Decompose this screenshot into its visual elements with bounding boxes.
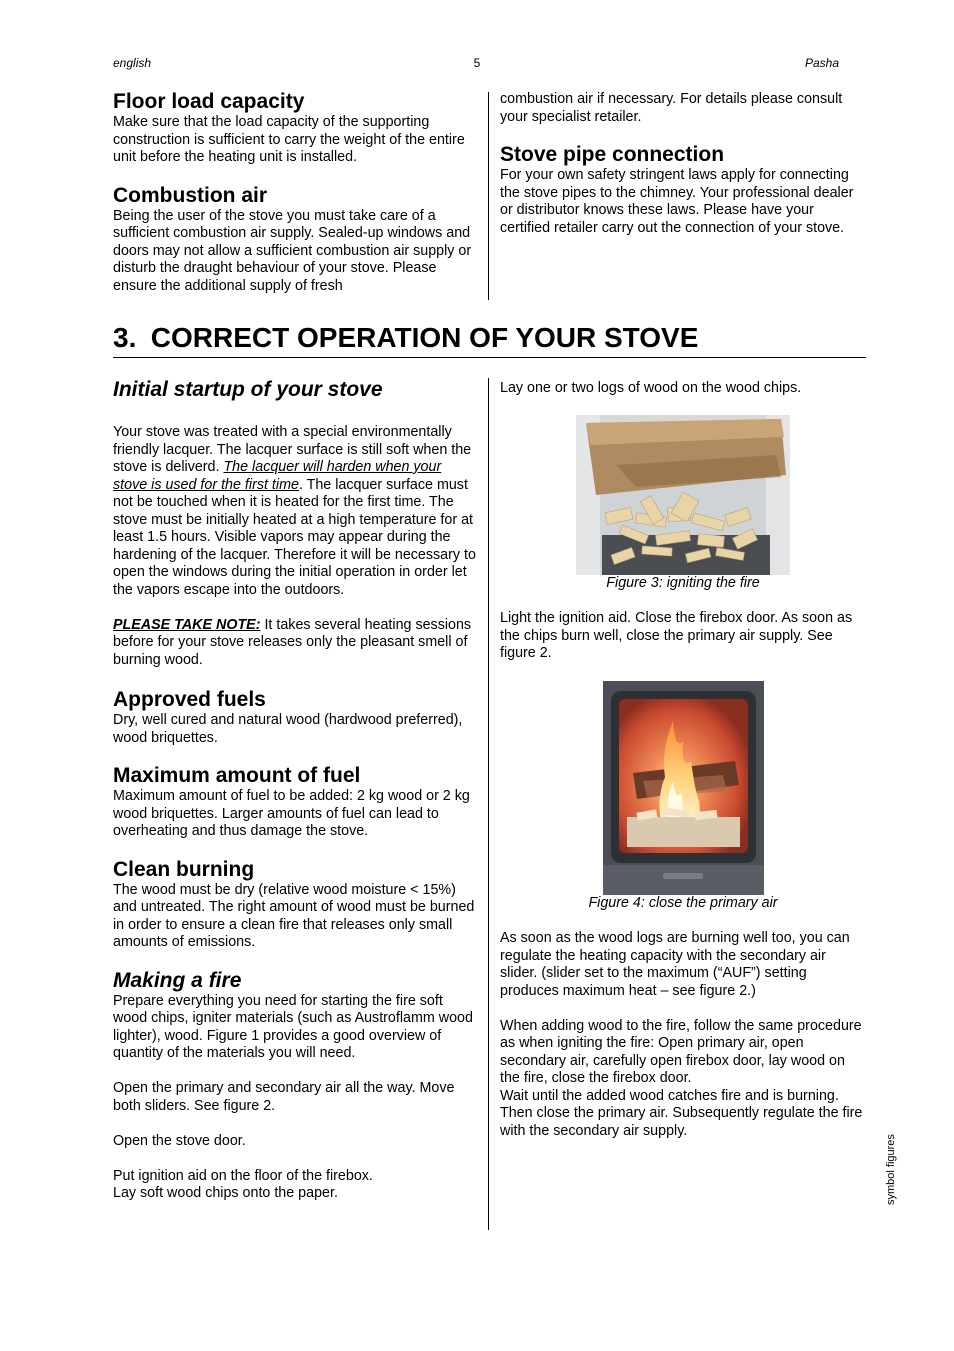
combustion-air-continued: combustion air if necessary. For details please consult your specialist retailer. (500, 91, 843, 125)
combustion-air-heading: Combustion air (113, 183, 268, 207)
figure-4-caption: Figure 4: close the primary air (588, 894, 778, 911)
making-fire-text: Prepare everything you need for starting the fire soft wood chips, igniter materials (such as Austroflamm wood lighter), wood. Figure 1 provides a good overview of quantity of the materials you will need. (113, 992, 473, 1061)
stove-pipe-text: For your own safety stringent laws apply for connecting the stove pipes to the chimney. Your professional dealer or distributor knows these laws. Please have your certified retailer carry out the connection of your stove. (500, 167, 854, 236)
initial-startup-heading: Initial startup of your stove (113, 378, 383, 401)
column-divider-top (488, 92, 489, 300)
floor-load-text: Make sure that the load capacity of the supporting construction is sufficient to carry the weight of the entire unit before the heating unit is installed. (113, 114, 465, 165)
section-heading (113, 320, 866, 358)
max-fuel-heading: Maximum amount of fuel (113, 764, 361, 787)
initial-text-part2: . The lacquer surface must not be touched when it is heated for the first time. The stove must be initially heated at a high temperature for at least 1.5 hours. Visible vapors may appear during the hardening of the lacquer. Therefore it will be necessary to open the windows during the initial operation in order let the vapors escape into the outdoors. (113, 476, 476, 598)
header-model: Pasha (805, 56, 840, 70)
burning-well-text: As soon as the wood logs are burning well too, you can regulate the heating capacity with the secondary air slider. (slider set to the maximum (“AUF”) setting produces maximum heat – see figure 2.) (500, 930, 850, 999)
side-label: symbol figures (885, 1134, 897, 1205)
igniting-fire-photo (576, 415, 790, 575)
figure-3-caption: Figure 3: igniting the fire (606, 574, 760, 591)
take-note-label: PLEASE TAKE NOTE: (113, 616, 261, 633)
page-number: 5 (473, 56, 481, 70)
burning-fire-photo (603, 681, 764, 895)
floor-load-heading: Floor load capacity (113, 90, 305, 113)
initial-startup-text (113, 424, 479, 599)
section-number: 3. (113, 322, 137, 353)
header-language: english (113, 56, 152, 70)
clean-burning-heading: Clean burning (113, 857, 255, 881)
max-fuel-text: Maximum amount of fuel to be added: 2 kg wood or 2 kg wood briquettes. Larger amounts of fuel can lead to overheating and thus damage the stove. (113, 788, 470, 839)
clean-burning-text: The wood must be dry (relative wood moisture < 15%) and untreated. The right amount of wood must be burned in order to ensure a clean fire that releases only small amounts of emissions. (113, 881, 475, 950)
initial-text-emphasis: The lacquer will harden when your stove is used for the first time (113, 459, 442, 493)
adding-wood-text: When adding wood to the fire, follow the same procedure as when igniting the fire: Open primary air, open secondary air, carefully open firebox door, lay wood on the fire, close the firebox door. (500, 1017, 862, 1086)
take-note-paragraph (113, 617, 479, 670)
approved-fuels-text: Dry, well cured and natural wood (hardwood preferred), wood briquettes. (113, 712, 463, 746)
figure-3 (500, 415, 866, 575)
open-air-text: Open the primary and secondary air all the way. Move both sliders. See figure 2. (113, 1080, 455, 1114)
section-title: CORRECT OPERATION OF YOUR STOVE (150, 322, 699, 353)
open-door-text: Open the stove door. (113, 1132, 246, 1149)
making-fire-heading: Making a fire (113, 968, 242, 992)
main-right-column (500, 380, 866, 1140)
combustion-air-text: Being the user of the stove you must take care of a sufficient combustion air supply. Sealed-up windows and doors may not allow a sufficient combustion air supply or disturb the draught behaviour of your stove. Please ensure the additional supply of fresh (113, 207, 472, 294)
wait-text: Wait until the added wood catches fire and is burning. Then close the primary air. Subsequently regulate the fire with the secondary air supply. (500, 1087, 863, 1139)
stove-pipe-heading: Stove pipe connection (500, 143, 725, 166)
main-left-column (113, 378, 479, 1203)
wood-chips-text: Lay soft wood chips onto the paper. (113, 1185, 338, 1201)
column-divider-main (488, 378, 489, 1230)
light-ignition-text: Light the ignition aid. Close the firebox door. As soon as the chips burn well, close the primary air supply. See figure 2. (500, 610, 853, 661)
figure-4 (500, 681, 866, 895)
lay-logs-text: Lay one or two logs of wood on the wood chips. (500, 380, 802, 396)
top-left-column (113, 90, 479, 295)
ignition-aid-text: Put ignition aid on the floor of the firebox. (113, 1167, 373, 1184)
top-right-column (500, 91, 866, 237)
take-note-text: It takes several heating sessions before for your stove releases only the pleasant smell of burning wood. (113, 616, 472, 668)
initial-text-part1: Your stove was treated with a special environmentally friendly lacquer. The lacquer surface is still soft when the stove is deliverd. (113, 424, 472, 475)
approved-fuels-heading: Approved fuels (113, 688, 266, 711)
